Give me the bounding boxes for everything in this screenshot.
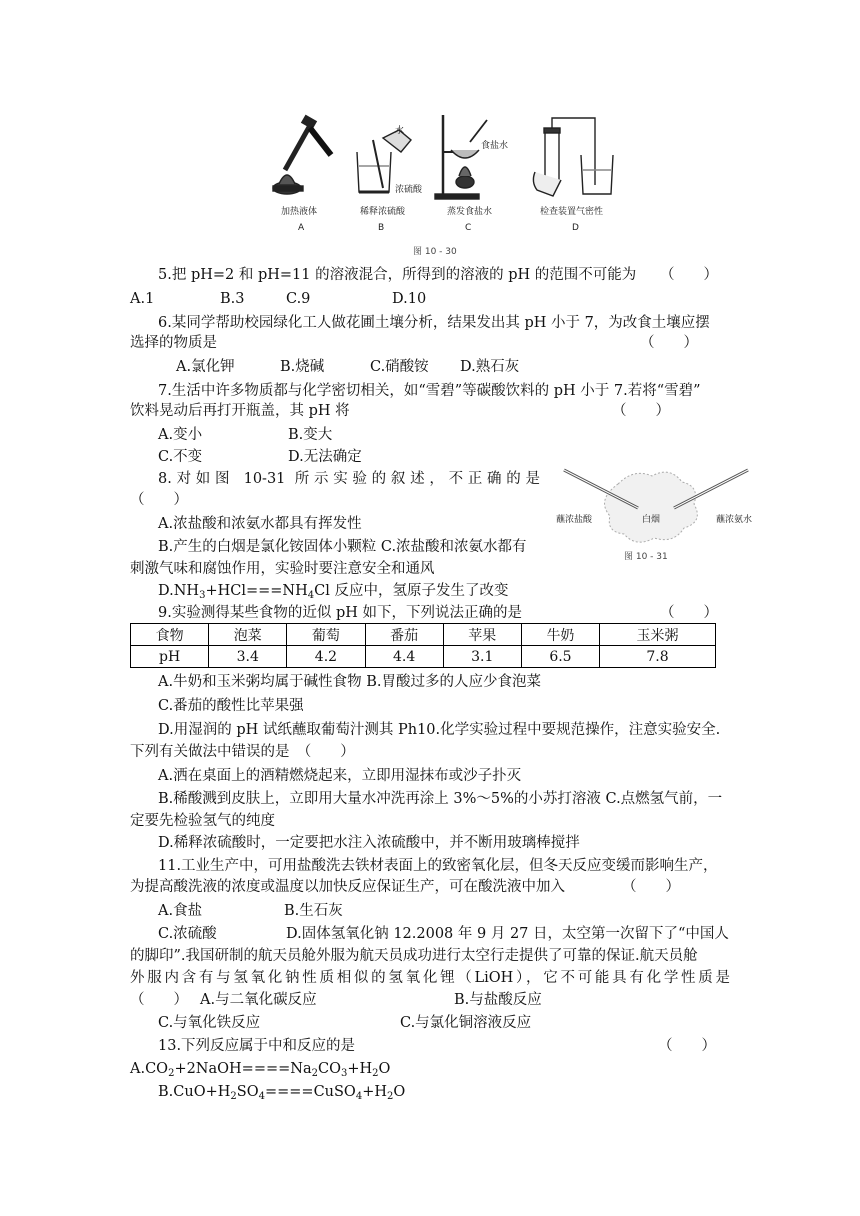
table-cell: 3.4 xyxy=(209,646,287,668)
q9-option-c: C.番茄的酸性比苹果强 xyxy=(158,698,304,714)
label-saltwater: 食盐水 xyxy=(481,141,509,151)
q5-bracket: （ ） xyxy=(660,267,718,283)
table-cell: 牛奶 xyxy=(521,624,599,646)
q11-bracket: （ ） xyxy=(622,879,680,895)
figure-10-30 xyxy=(265,110,625,260)
figure-10-31-caption: 图 10 - 31 xyxy=(624,552,668,562)
ph-table xyxy=(130,623,716,668)
q9-option-d: D.用湿润的 pH 试纸蘸取葡萄汁测其 Ph10.化学实验过程中要规范操作，注意实验安全. xyxy=(158,722,721,738)
q5-option-b: B.3 xyxy=(220,291,245,307)
q7-option-a: A.变小 xyxy=(158,427,203,443)
q8-option-d: $D.NH_3+HCl===NH_4Cl$ 反应中，氢原子发生了改变 xyxy=(158,583,509,601)
q7-bracket: （ ） xyxy=(612,403,670,419)
q8-option-bc-line1: B.产生的白烟是氯化铵固体小颗粒 C.浓盐酸和浓氨水都有 xyxy=(158,539,527,555)
q8-option-a: A.浓盐酸和浓氨水都具有挥发性 xyxy=(158,516,362,532)
table-cell: 苹果 xyxy=(443,624,521,646)
q6-bracket: （ ） xyxy=(640,335,698,351)
q7-stem-line2: 饮料晃动后再打开瓶盖，其 pH 将 xyxy=(130,403,350,419)
q5-stem: 5.把 pH=2 和 pH=11 的溶液混合，所得到的溶液的 pH 的范围不可能为 xyxy=(158,267,637,283)
q8-stem: 8.对如图 10-31 所示实验的叙述，不正确的是 xyxy=(158,471,540,487)
label-dilute-acid: 稀释浓硫酸 xyxy=(360,207,406,217)
q9-option-ab: A.牛奶和玉米粥均属于碱性食物 B.胃酸过多的人应少食泡菜 xyxy=(158,674,541,690)
q11-stem-line1: 11.工业生产中，可用盐酸洗去铁材表面上的致密氧化层，但冬天反应变缓而影响生产， xyxy=(158,858,718,874)
label-conc-hcl: 蘸浓盐酸 xyxy=(556,515,593,525)
ph-table-value-row xyxy=(131,646,716,668)
q6-option-a: A.氯化钾 xyxy=(176,359,235,375)
q7-option-b: B.变大 xyxy=(288,427,333,443)
label-c: C xyxy=(465,223,472,233)
label-b: B xyxy=(378,223,385,233)
q10-option-bc-line1: B.稀酸溅到皮肤上，立即用大量水冲洗再涂上 3%～5%的小苏打溶液 C.点燃氢气前，一 xyxy=(158,791,723,807)
q13-option-a: $A.CO_2+2NaOH====Na_2CO_3+H_2O$ xyxy=(130,1061,391,1079)
q6-stem-line1: 6.某同学帮助校园绿化工人做花圃土壤分析，结果发出其 pH 小于 7，为改食土壤应摆 xyxy=(158,315,710,331)
table-cell: 4.2 xyxy=(287,646,365,668)
label-d: D xyxy=(572,223,579,233)
q10-option-bc-line2: 定要先检验氢气的纯度 xyxy=(130,813,275,829)
q6-option-c: C.硝酸铵 xyxy=(370,359,429,375)
q12-stem-line3: 外服内含有与氢氧化钠性质相似的氢氧化锂（LiOH），它不可能具有化学性质是 xyxy=(130,970,730,986)
table-cell: 泡菜 xyxy=(209,624,287,646)
q8-bracket: （ ） xyxy=(130,492,188,508)
q11-option-d-q12-start: D.固体氢氧化钠 12.2008 年 9 月 27 日，太空第一次留下了“中国人 xyxy=(286,926,729,942)
table-cell: 4.4 xyxy=(365,646,443,668)
q12-option-d: C.与氯化铜溶液反应 xyxy=(400,1015,532,1031)
q5-option-a: A.1 xyxy=(130,291,155,307)
q11-option-a: A.食盐 xyxy=(158,903,203,919)
q12-option-c: C.与氧化铁反应 xyxy=(158,1015,261,1031)
apparatus-c-illustration xyxy=(435,115,487,199)
ph-table-header-row xyxy=(131,624,716,646)
label-white-smoke: 白烟 xyxy=(642,515,661,525)
table-cell: 6.5 xyxy=(521,646,599,668)
label-airtight: 检查装置气密性 xyxy=(540,207,604,217)
apparatus-b-illustration xyxy=(357,130,411,192)
apparatus-d-illustration xyxy=(533,118,613,196)
table-cell: 葡萄 xyxy=(287,624,365,646)
table-cell: pH xyxy=(131,646,209,668)
q13-stem: 13.下列反应属于中和反应的是 xyxy=(158,1038,356,1054)
q6-stem-line2: 选择的物质是 xyxy=(130,335,217,351)
q9-bracket: （ ） xyxy=(660,605,718,621)
q11-stem-line2: 为提高酸洗液的浓度或温度以加快反应保证生产，可在酸洗液中加入 xyxy=(130,879,565,895)
q11-option-b: B.生石灰 xyxy=(284,903,343,919)
label-evaporate: 蒸发食盐水 xyxy=(447,207,493,217)
figure-10-30-caption: 图 10 - 30 xyxy=(413,247,457,257)
label-conc-ammonia: 蘸浓氨水 xyxy=(716,515,753,525)
q13-bracket: （ ） xyxy=(658,1038,716,1054)
q6-option-d: D.熟石灰 xyxy=(460,359,520,375)
q11-option-c: C.浓硫酸 xyxy=(158,926,217,942)
label-a: A xyxy=(298,223,305,233)
q12-option-a: A.与二氧化碳反应 xyxy=(200,992,317,1008)
table-cell: 7.8 xyxy=(600,646,716,668)
q7-stem-line1: 7.生活中许多物质都与化学密切相关，如“雪碧”等碳酸饮料的 pH 小于 7.若将“雪碧” xyxy=(158,383,701,399)
q7-option-d: D.无法确定 xyxy=(288,449,362,465)
q10-option-d: D.稀释浓硫酸时，一定要把水注入浓硫酸中，并不断用玻璃棒搅拌 xyxy=(158,835,580,851)
q6-option-b: B.烧碱 xyxy=(280,359,325,375)
q12-bracket: （ ） xyxy=(130,992,188,1008)
label-water: 水 xyxy=(395,126,405,136)
q10-stem: 下列有关做法中错误的是 （ ） xyxy=(130,744,355,760)
q9-stem: 9.实验测得某些食物的近似 pH 如下，下列说法正确的是 xyxy=(158,605,522,621)
q8-option-bc-line2: 刺激气味和腐蚀作用，实验时要注意安全和通风 xyxy=(130,561,435,577)
q12-option-b: B.与盐酸反应 xyxy=(454,992,542,1008)
apparatus-a-illustration xyxy=(273,116,331,194)
label-heating-liquid: 加热液体 xyxy=(281,207,318,217)
figure-10-31 xyxy=(548,462,763,562)
q5-option-d: D.10 xyxy=(392,291,427,307)
q13-option-b: $B.CuO+H_2SO_4====CuSO_4+H_2O$ xyxy=(158,1084,406,1102)
q10-option-a: A.洒在桌面上的酒精燃烧起来，立即用湿抹布或沙子扑灭 xyxy=(158,768,522,784)
q12-stem-line2: 的脚印”.我国研制的航天员舱外服为航天员成功进行太空行走提供了可靠的保证.航天员舱 xyxy=(130,948,698,964)
table-cell: 3.1 xyxy=(443,646,521,668)
table-cell: 番茄 xyxy=(365,624,443,646)
label-conc-acid: 浓硫酸 xyxy=(395,185,423,195)
q5-option-c: C.9 xyxy=(286,291,311,307)
table-cell: 食物 xyxy=(131,624,209,646)
q7-option-c: C.不变 xyxy=(158,449,203,465)
table-cell: 玉米粥 xyxy=(600,624,716,646)
